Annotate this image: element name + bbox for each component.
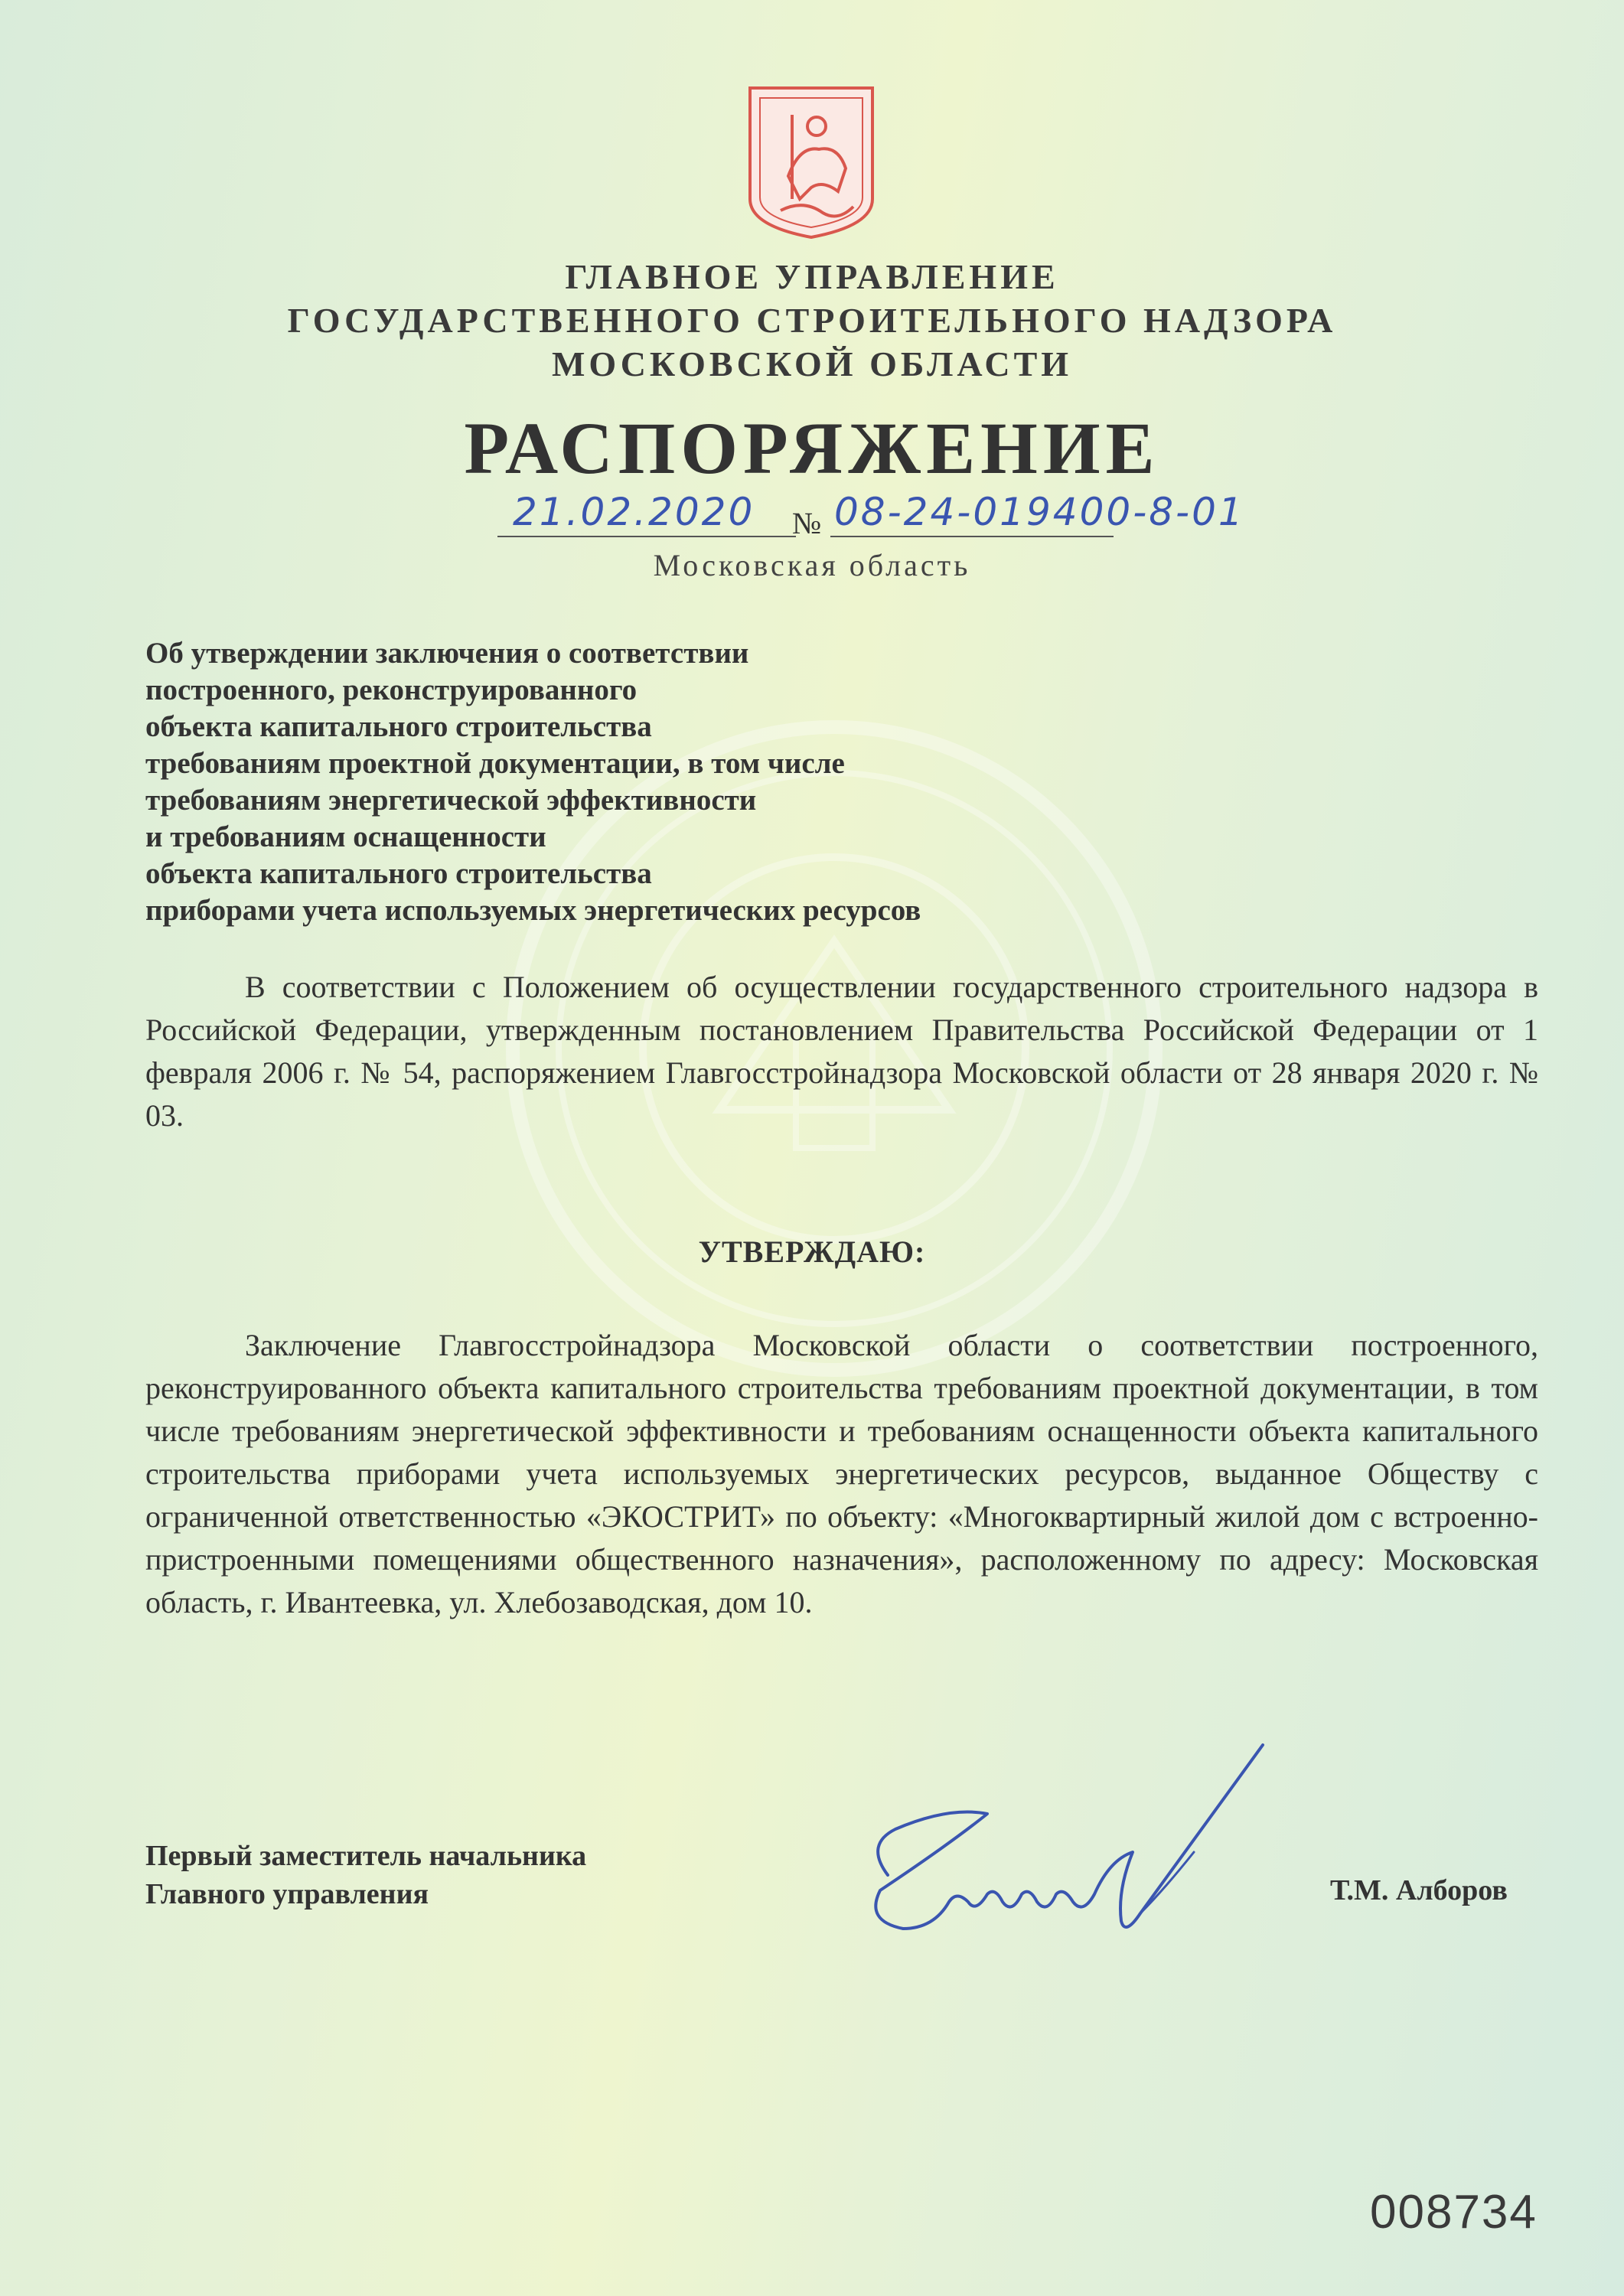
handwritten-number: 08-24-019400-8-01: [834, 490, 1245, 534]
document-title: РАСПОРЯЖЕНИЕ: [464, 407, 1160, 489]
approve-heading: УТВЕРЖДАЮ:: [698, 1234, 926, 1269]
subject-line: и требованиям оснащенности: [145, 820, 546, 853]
org-name-line3: МОСКОВСКОЙ ОБЛАСТИ: [551, 344, 1073, 383]
position-line: Главного управления: [145, 1878, 429, 1910]
form-serial-number: 008734: [1370, 2186, 1538, 2239]
place-of-issue: Московская область: [653, 548, 971, 582]
subject-line: объекта капитального строительства: [145, 857, 652, 890]
handwritten-date: 21.02.2020: [513, 490, 755, 534]
moscow-oblast-coat-of-arms-icon: [746, 84, 876, 241]
org-name-line2: ГОСУДАРСТВЕННОГО СТРОИТЕЛЬНОГО НАДЗОРА: [287, 301, 1337, 340]
document-subject: [145, 635, 1293, 929]
number-underline: [830, 536, 1114, 537]
position-line: Первый заместитель начальника: [145, 1840, 587, 1872]
preamble-paragraph: В соответствии с Положением об осуществлении государственного строительного надзора в Российской Федерации, утвержденным постановлением Правительства Российской Федерации от 1 февраля 2006 г. № 54, распоряжением Главгосстройнадзора Московской области от 28 января 2020 г. № 03.: [145, 970, 1538, 1133]
date-underline: [497, 536, 796, 537]
decision-paragraph: Заключение Главгосстройнадзора Московской области о соответствии построенного, реконструированного объекта капитального строительства требованиям проектной документации, в том числе требованиям энергетической эффективности и требованиям оснащенности объекта капитального строительства приборами учета используемых энергетических ресурсов, выданное Обществу с ограниченной ответственностью «ЭКОСТРИТ» по объекту: «Многоквартирный жилой дом с встроенно-пристроенными помещениями общественного назначения», расположенному по адресу: Московская область, г. Ивантеевка, ул. Хлебозаводская, дом 10.: [145, 1328, 1538, 1619]
org-name-line1: ГЛАВНОЕ УПРАВЛЕНИЕ: [565, 257, 1059, 296]
number-sign: №: [792, 506, 822, 540]
subject-line: приборами учета используемых энергетических ресурсов: [145, 894, 921, 927]
signatory-position: [145, 1837, 586, 1913]
subject-line: требованиям проектной документации, в том числе: [145, 747, 845, 780]
subject-line: построенного, реконструированного: [145, 673, 638, 706]
handwritten-signature: [834, 1737, 1278, 1944]
subject-line: требованиям энергетической эффективности: [145, 784, 757, 817]
subject-line: Об утверждении заключения о соответствии: [145, 637, 749, 670]
signatory-name: Т.М. Алборов: [1330, 1874, 1508, 1906]
subject-line: объекта капитального строительства: [145, 710, 652, 743]
